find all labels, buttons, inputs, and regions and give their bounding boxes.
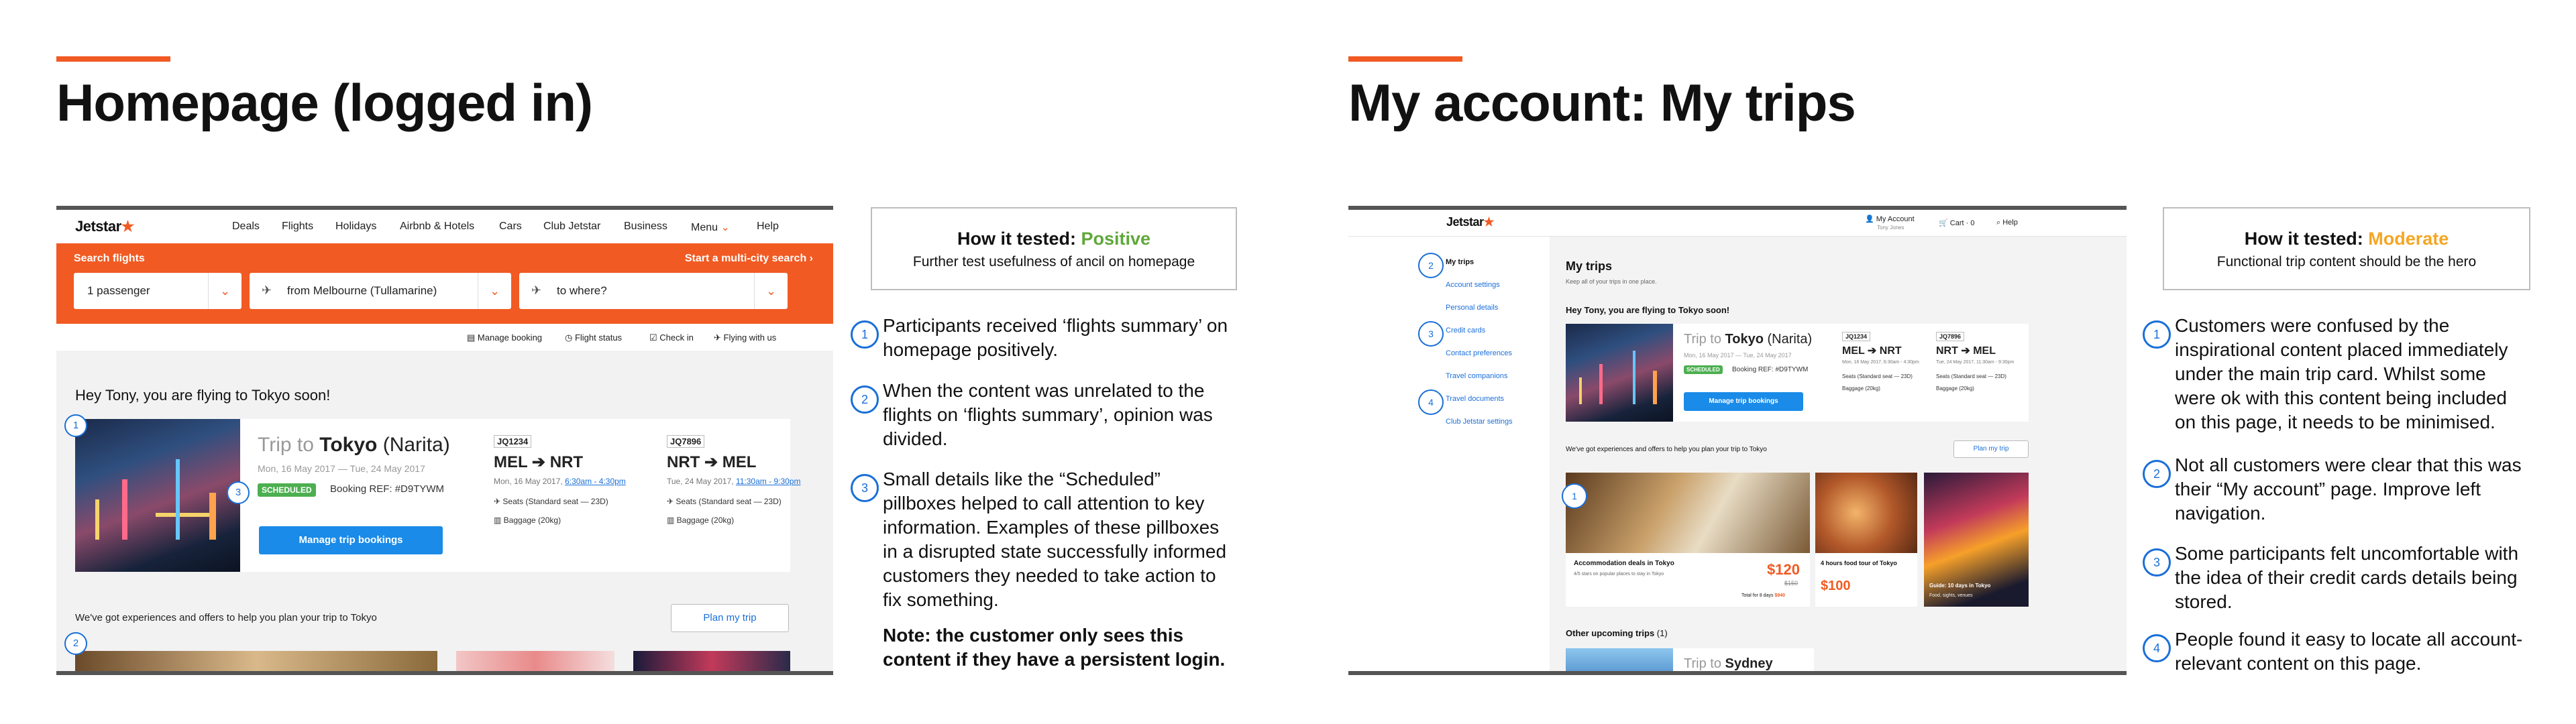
- utility-bar: [56, 324, 833, 351]
- nav-holidays[interactable]: Holidays: [335, 221, 377, 232]
- offers-title: We've got experiences and offers to help you plan your trip to Tokyo: [1566, 446, 1767, 453]
- marker-1: 1: [1562, 483, 1587, 509]
- plane-landing-icon: ✈: [531, 284, 542, 297]
- plane-takeoff-icon: ✈: [262, 284, 272, 297]
- left-slide-title: Homepage (logged in): [56, 73, 592, 132]
- tile-subtitle: Food, sights, venues: [1929, 593, 1973, 598]
- homepage-nav: [56, 210, 833, 243]
- sydney-image: [1566, 648, 1673, 675]
- flight-code: JQ7896: [667, 435, 704, 448]
- nav-club-jetstar[interactable]: Club Jetstar: [543, 221, 601, 232]
- marker-3: 3: [227, 481, 250, 504]
- sidebar-item-account-settings[interactable]: Account settings: [1446, 281, 1500, 289]
- flight-seats: ✈ Seats (Standard seat — 23D): [667, 497, 782, 506]
- offer-tile[interactable]: [456, 651, 614, 675]
- finding-text: Some participants felt uncomfortable with the idea of their credit cards details being stored.: [2175, 543, 2519, 612]
- trip-dates: Mon, 16 May 2017 — Tue, 24 May 2017: [1684, 352, 1792, 359]
- nav-menu[interactable]: Menu ⌄: [691, 222, 730, 233]
- sidebar-item-travel-companions[interactable]: Travel companions: [1446, 372, 1508, 380]
- booking-ref: Booking REF: #D9TYWM: [1732, 366, 1809, 373]
- other-trips-title: Other upcoming trips (1): [1566, 628, 1668, 638]
- flight-baggage: Baggage (20kg): [1936, 385, 1974, 391]
- nav-business[interactable]: Business: [624, 221, 667, 232]
- chevron-down-icon: ⌄: [208, 273, 241, 309]
- flight-code: JQ7896: [1936, 332, 1964, 341]
- check-in-link[interactable]: ☑ Check in: [649, 333, 694, 343]
- finding-text: Small details like the “Scheduled” pillboxes helped to call attention to key information. Examples of these pillboxes in a disrupted state successfully informed customers they needed to take action to fix something.: [883, 469, 1227, 610]
- account-trip-card: [1566, 324, 2029, 422]
- search-flights-panel: [56, 243, 833, 324]
- multi-city-link[interactable]: Start a multi-city search ›: [684, 253, 813, 264]
- status-badge: SCHEDULED: [258, 483, 316, 497]
- trip-dates: Mon, 16 May 2017 — Tue, 24 May 2017: [258, 463, 425, 474]
- marker-3: 3: [1418, 321, 1444, 347]
- flight-time: Tue, 24 May 2017, 11:30am - 9:30pm: [1936, 360, 2015, 365]
- sidebar-item-credit-cards[interactable]: Credit cards: [1446, 326, 1486, 335]
- marker-2: 2: [1418, 253, 1444, 278]
- flight-code: JQ1234: [494, 435, 531, 448]
- marker-2: 2: [64, 632, 87, 655]
- sidebar-item-travel-documents[interactable]: Travel documents: [1446, 395, 1505, 403]
- tile-title: 4 hours food tour of Tokyo: [1821, 560, 1897, 566]
- marker-4: 4: [1418, 389, 1444, 415]
- tile-price: $120: [1767, 561, 1800, 578]
- finding-number: 1: [851, 320, 879, 349]
- right-accent-bar: [1348, 56, 1462, 62]
- finding-number: 4: [2143, 634, 2171, 662]
- nav-help[interactable]: Help: [757, 221, 779, 232]
- tile-subtitle: 4/5 stars on popular places to stay in Tokyo: [1574, 572, 1664, 577]
- flight-code: JQ1234: [1842, 332, 1870, 341]
- finding-number: 1: [2143, 320, 2171, 349]
- test-result-subtitle: Functional trip content should be the hero: [2216, 254, 2477, 269]
- account-sidebar: [1348, 237, 1550, 675]
- flight-time: Tue, 24 May 2017, 11:30am - 9:30pm: [667, 477, 801, 486]
- flight-baggage: ▥ Baggage (20kg): [667, 516, 735, 525]
- account-greeting: Hey Tony, you are flying to Tokyo soon!: [1566, 305, 1730, 315]
- tokyo-image: [1566, 324, 1673, 422]
- left-test-result-box: [871, 207, 1237, 290]
- tile-total: Total for 8 days $940: [1741, 593, 1785, 598]
- finding-text: People found it easy to locate all account-relevant content on this page.: [2175, 629, 2523, 674]
- plan-my-trip-button[interactable]: Plan my trip: [671, 604, 789, 632]
- my-account-mockup: [1348, 206, 2127, 675]
- tokyo-image: [75, 419, 240, 572]
- flight-route: MEL ➔ NRT: [494, 453, 584, 471]
- search-flights-title: Search flights: [74, 253, 145, 264]
- flight-route: NRT ➔ MEL: [667, 453, 757, 471]
- finding-number: 2: [851, 385, 879, 414]
- accommodation-offer-tile[interactable]: [1566, 473, 1810, 607]
- passenger-value: 1 passenger: [87, 284, 150, 297]
- homepage-mockup: [56, 206, 833, 675]
- destination-select[interactable]: [519, 273, 788, 309]
- chevron-down-icon: ⌄: [754, 273, 788, 309]
- finding-number: 2: [2143, 460, 2171, 488]
- chevron-down-icon: ⌄: [720, 222, 730, 233]
- test-result-subtitle: Further test usefulness of ancil on homepage: [912, 254, 1195, 269]
- test-result-value: Positive: [1081, 229, 1151, 249]
- trip-title: Trip to Tokyo (Narita): [1684, 332, 1813, 347]
- guide-offer-tile[interactable]: [1924, 473, 2029, 607]
- sidebar-item-my-trips[interactable]: My trips: [1446, 258, 1474, 266]
- flight-status-link[interactable]: ◷ Flight status: [565, 333, 623, 343]
- manage-trip-bookings-button[interactable]: Manage trip bookings: [1684, 392, 1803, 411]
- tile-old-price: $150: [1784, 580, 1799, 587]
- tile-title: Guide: 10 days in Tokyo: [1929, 583, 1991, 589]
- nav-airbnb-hotels[interactable]: Airbnb & Hotels: [400, 221, 475, 232]
- cart-link[interactable]: 🛒 Cart · 0: [1939, 219, 1975, 227]
- flight-baggage: ▥ Baggage (20kg): [494, 516, 561, 525]
- other-trip-card[interactable]: [1566, 648, 1814, 675]
- jetstar-logo[interactable]: Jetstar★: [75, 218, 134, 235]
- manage-trip-bookings-button[interactable]: Manage trip bookings: [259, 526, 443, 554]
- help-link[interactable]: ⌕ Help: [1996, 219, 2018, 227]
- my-account-link[interactable]: 👤 My Account Tony Jones: [1865, 215, 1915, 231]
- flight-seats: ✈ Seats (Standard seat — 23D): [494, 497, 608, 506]
- passenger-select[interactable]: [74, 273, 241, 309]
- sidebar-item-personal-details[interactable]: Personal details: [1446, 304, 1499, 312]
- flight-summary-card: [75, 419, 801, 572]
- flight-route: MEL ➔ NRT: [1842, 345, 1902, 357]
- nav-deals[interactable]: Deals: [232, 221, 260, 232]
- origin-value: from Melbourne (Tullamarine): [287, 284, 437, 297]
- right-slide-title: My account: My trips: [1348, 73, 1856, 132]
- finding-text: When the content was unrelated to the flights on ‘flights summary’, opinion was divided.: [883, 380, 1213, 449]
- offer-tile[interactable]: [633, 651, 790, 675]
- flight-time: Mon, 16 May 2017, 6:30am - 4:30pm: [1842, 360, 1919, 365]
- hotel-room-image: [1566, 473, 1810, 553]
- right-test-result-box: [2163, 207, 2530, 290]
- finding-number: 3: [851, 474, 879, 502]
- food-image: [1815, 473, 1917, 553]
- nav-flights[interactable]: Flights: [282, 221, 314, 232]
- test-result-heading: How it tested: Moderate: [2244, 229, 2449, 249]
- left-accent-bar: [56, 56, 170, 62]
- finding-text: Participants received ‘flights summary’ on homepage positively.: [883, 315, 1228, 360]
- test-result-value: Moderate: [2368, 229, 2449, 249]
- homepage-greeting: Hey Tony, you are flying to Tokyo soon!: [75, 387, 331, 404]
- finding-number: 3: [2143, 548, 2171, 577]
- account-header: [1348, 210, 2127, 237]
- my-trips-subtitle: Keep all of your trips in one place.: [1566, 278, 1657, 285]
- tile-price: $100: [1821, 579, 1851, 593]
- flying-with-us-link[interactable]: ✈ Flying with us: [714, 333, 777, 343]
- tile-title: Accommodation deals in Tokyo: [1574, 560, 1674, 567]
- other-trip-title: Trip to Sydney: [1684, 656, 1773, 671]
- chevron-down-icon: ⌄: [478, 273, 511, 309]
- nav-cars[interactable]: Cars: [499, 221, 522, 232]
- sidebar-item-contact-preferences[interactable]: Contact preferences: [1446, 349, 1513, 357]
- test-result-heading: How it tested: Positive: [957, 229, 1151, 249]
- flight-baggage: Baggage (20kg): [1842, 385, 1880, 391]
- sidebar-item-club-jetstar-settings[interactable]: Club Jetstar settings: [1446, 418, 1513, 426]
- jetstar-logo[interactable]: Jetstar★: [1446, 215, 1495, 229]
- booking-ref: Booking REF: #D9TYWM: [330, 483, 445, 495]
- finding-text: Not all customers were clear that this was their “My account” page. Improve left navigation.: [2175, 455, 2522, 524]
- finding-text: Customers were confused by the inspirational content placed immediately under the main trip card. Whilst some were ok with this content being included on this page, it needs to be minimised.: [2175, 315, 2508, 432]
- manage-booking-link[interactable]: ▤ Manage booking: [467, 333, 543, 343]
- destination-value: to where?: [557, 284, 607, 297]
- origin-select[interactable]: [250, 273, 511, 309]
- flight-route: NRT ➔ MEL: [1936, 345, 1996, 357]
- flight-seats: Seats (Standard seat — 23D): [1936, 373, 2006, 379]
- offers-title: We've got experiences and offers to help you plan your trip to Tokyo: [75, 612, 377, 623]
- status-badge: SCHEDULED: [1684, 365, 1723, 374]
- my-trips-title: My trips: [1566, 259, 1613, 273]
- trip-title: Trip to Tokyo (Narita): [258, 434, 450, 456]
- persistent-login-note: Note: the customer only sees this content if they have a persistent login.: [883, 625, 1226, 670]
- flight-seats: Seats (Standard seat — 23D): [1842, 373, 1913, 379]
- food-tour-offer-tile[interactable]: [1815, 473, 1917, 607]
- marker-1: 1: [64, 414, 87, 437]
- flight-time: Mon, 16 May 2017, 6:30am - 4:30pm: [494, 477, 626, 486]
- offer-tile[interactable]: [75, 651, 437, 675]
- plan-my-trip-button[interactable]: Plan my trip: [1953, 440, 2029, 458]
